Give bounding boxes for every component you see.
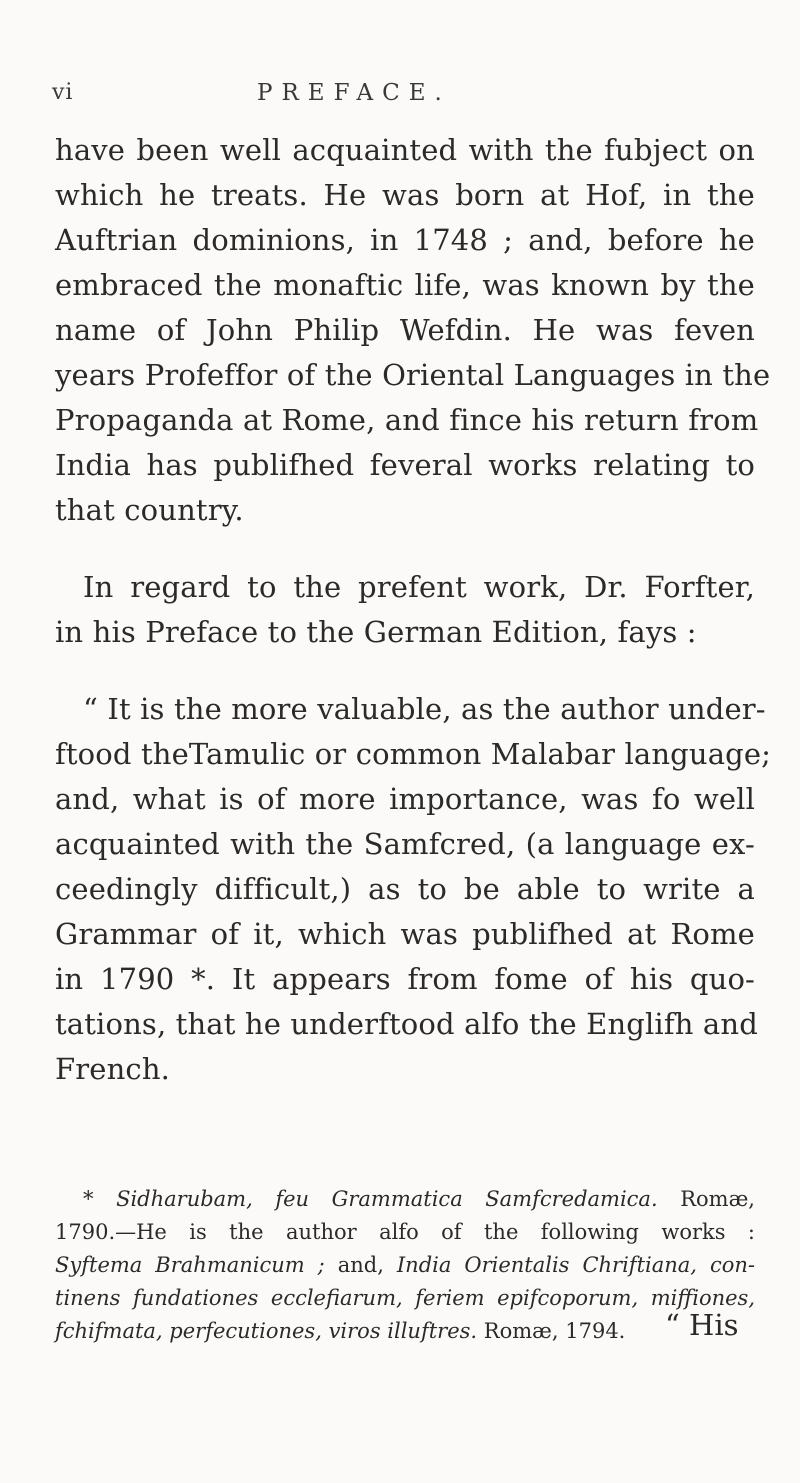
text-line: In regard to the prefent work, Dr. Forfter, xyxy=(83,570,755,604)
footnote-place: Romæ, xyxy=(680,1187,755,1211)
body-text xyxy=(55,128,772,1092)
text-line: in 1790 *. It appears from fome of his quo- xyxy=(55,962,755,996)
text-line: ceedingly difficult,) as to be able to write a xyxy=(55,872,755,906)
paragraph-3-quotation xyxy=(55,687,772,1092)
footnote-title: Sidharubam, feu Grammatica Samfcredamica. xyxy=(116,1187,658,1211)
text-line: Auftrian dominions, in 1748 ; and, before he xyxy=(55,223,755,257)
page-header xyxy=(52,80,752,110)
text-line: and, what is of more importance, was fo well xyxy=(55,782,755,816)
text-line: in his Preface to the German Edition, fays : xyxy=(55,615,697,649)
text-line: tations, that he underftood alfo the Englifh and xyxy=(55,1007,758,1041)
text-line: India has publifhed feveral works relating to xyxy=(55,448,755,482)
paragraph-2 xyxy=(55,565,755,655)
footnote-marker: * xyxy=(83,1187,94,1211)
page-number: vi xyxy=(52,80,74,105)
text-line: years Profeffor of the Oriental Languages in the xyxy=(55,358,771,392)
text-line: ftood theTamulic or common Malabar language; xyxy=(55,737,772,771)
footnote-text: and, xyxy=(337,1253,384,1277)
text-line: embraced the monaftic life, was known by the xyxy=(55,268,755,302)
text-line: Grammar of it, which was publifhed at Rome xyxy=(55,917,755,951)
text-line: Propaganda at Rome, and fince his return from xyxy=(55,403,759,437)
text-line: acquainted with the Samfcred, (a language ex- xyxy=(55,827,755,861)
text-line: have been well acquainted with the fubject on xyxy=(55,133,755,167)
text-line: which he treats. He was born at Hof, in the xyxy=(55,178,755,212)
footnote-line xyxy=(55,1249,755,1282)
running-head: PREFACE. xyxy=(257,80,451,106)
text-line: that country. xyxy=(55,493,244,527)
footnote-line: tinens fundationes ecclefiarum, feriem epifcoporum, miffiones, xyxy=(55,1286,755,1310)
text-line: name of John Philip Wefdin. He was feven xyxy=(55,313,755,347)
text-line: “ It is the more valuable, as the author under- xyxy=(83,692,766,726)
paragraph-1 xyxy=(55,128,771,533)
footnote-title: fchifmata, perfecutiones, viros illuftres. xyxy=(55,1319,478,1343)
footnote-line xyxy=(55,1315,755,1348)
footnote xyxy=(55,1183,755,1348)
footnote-place: Romæ, 1794. xyxy=(483,1319,626,1343)
footnote-title: Syftema Brahmanicum ; xyxy=(55,1253,325,1277)
footnote-title: India Orientalis Chriftiana, con- xyxy=(396,1253,755,1277)
footnote-line xyxy=(55,1183,755,1216)
catchword: “ His xyxy=(665,1308,739,1342)
footnote-line: 1790.—He is the author alfo of the following works : xyxy=(55,1220,755,1244)
text-line: French. xyxy=(55,1052,171,1086)
